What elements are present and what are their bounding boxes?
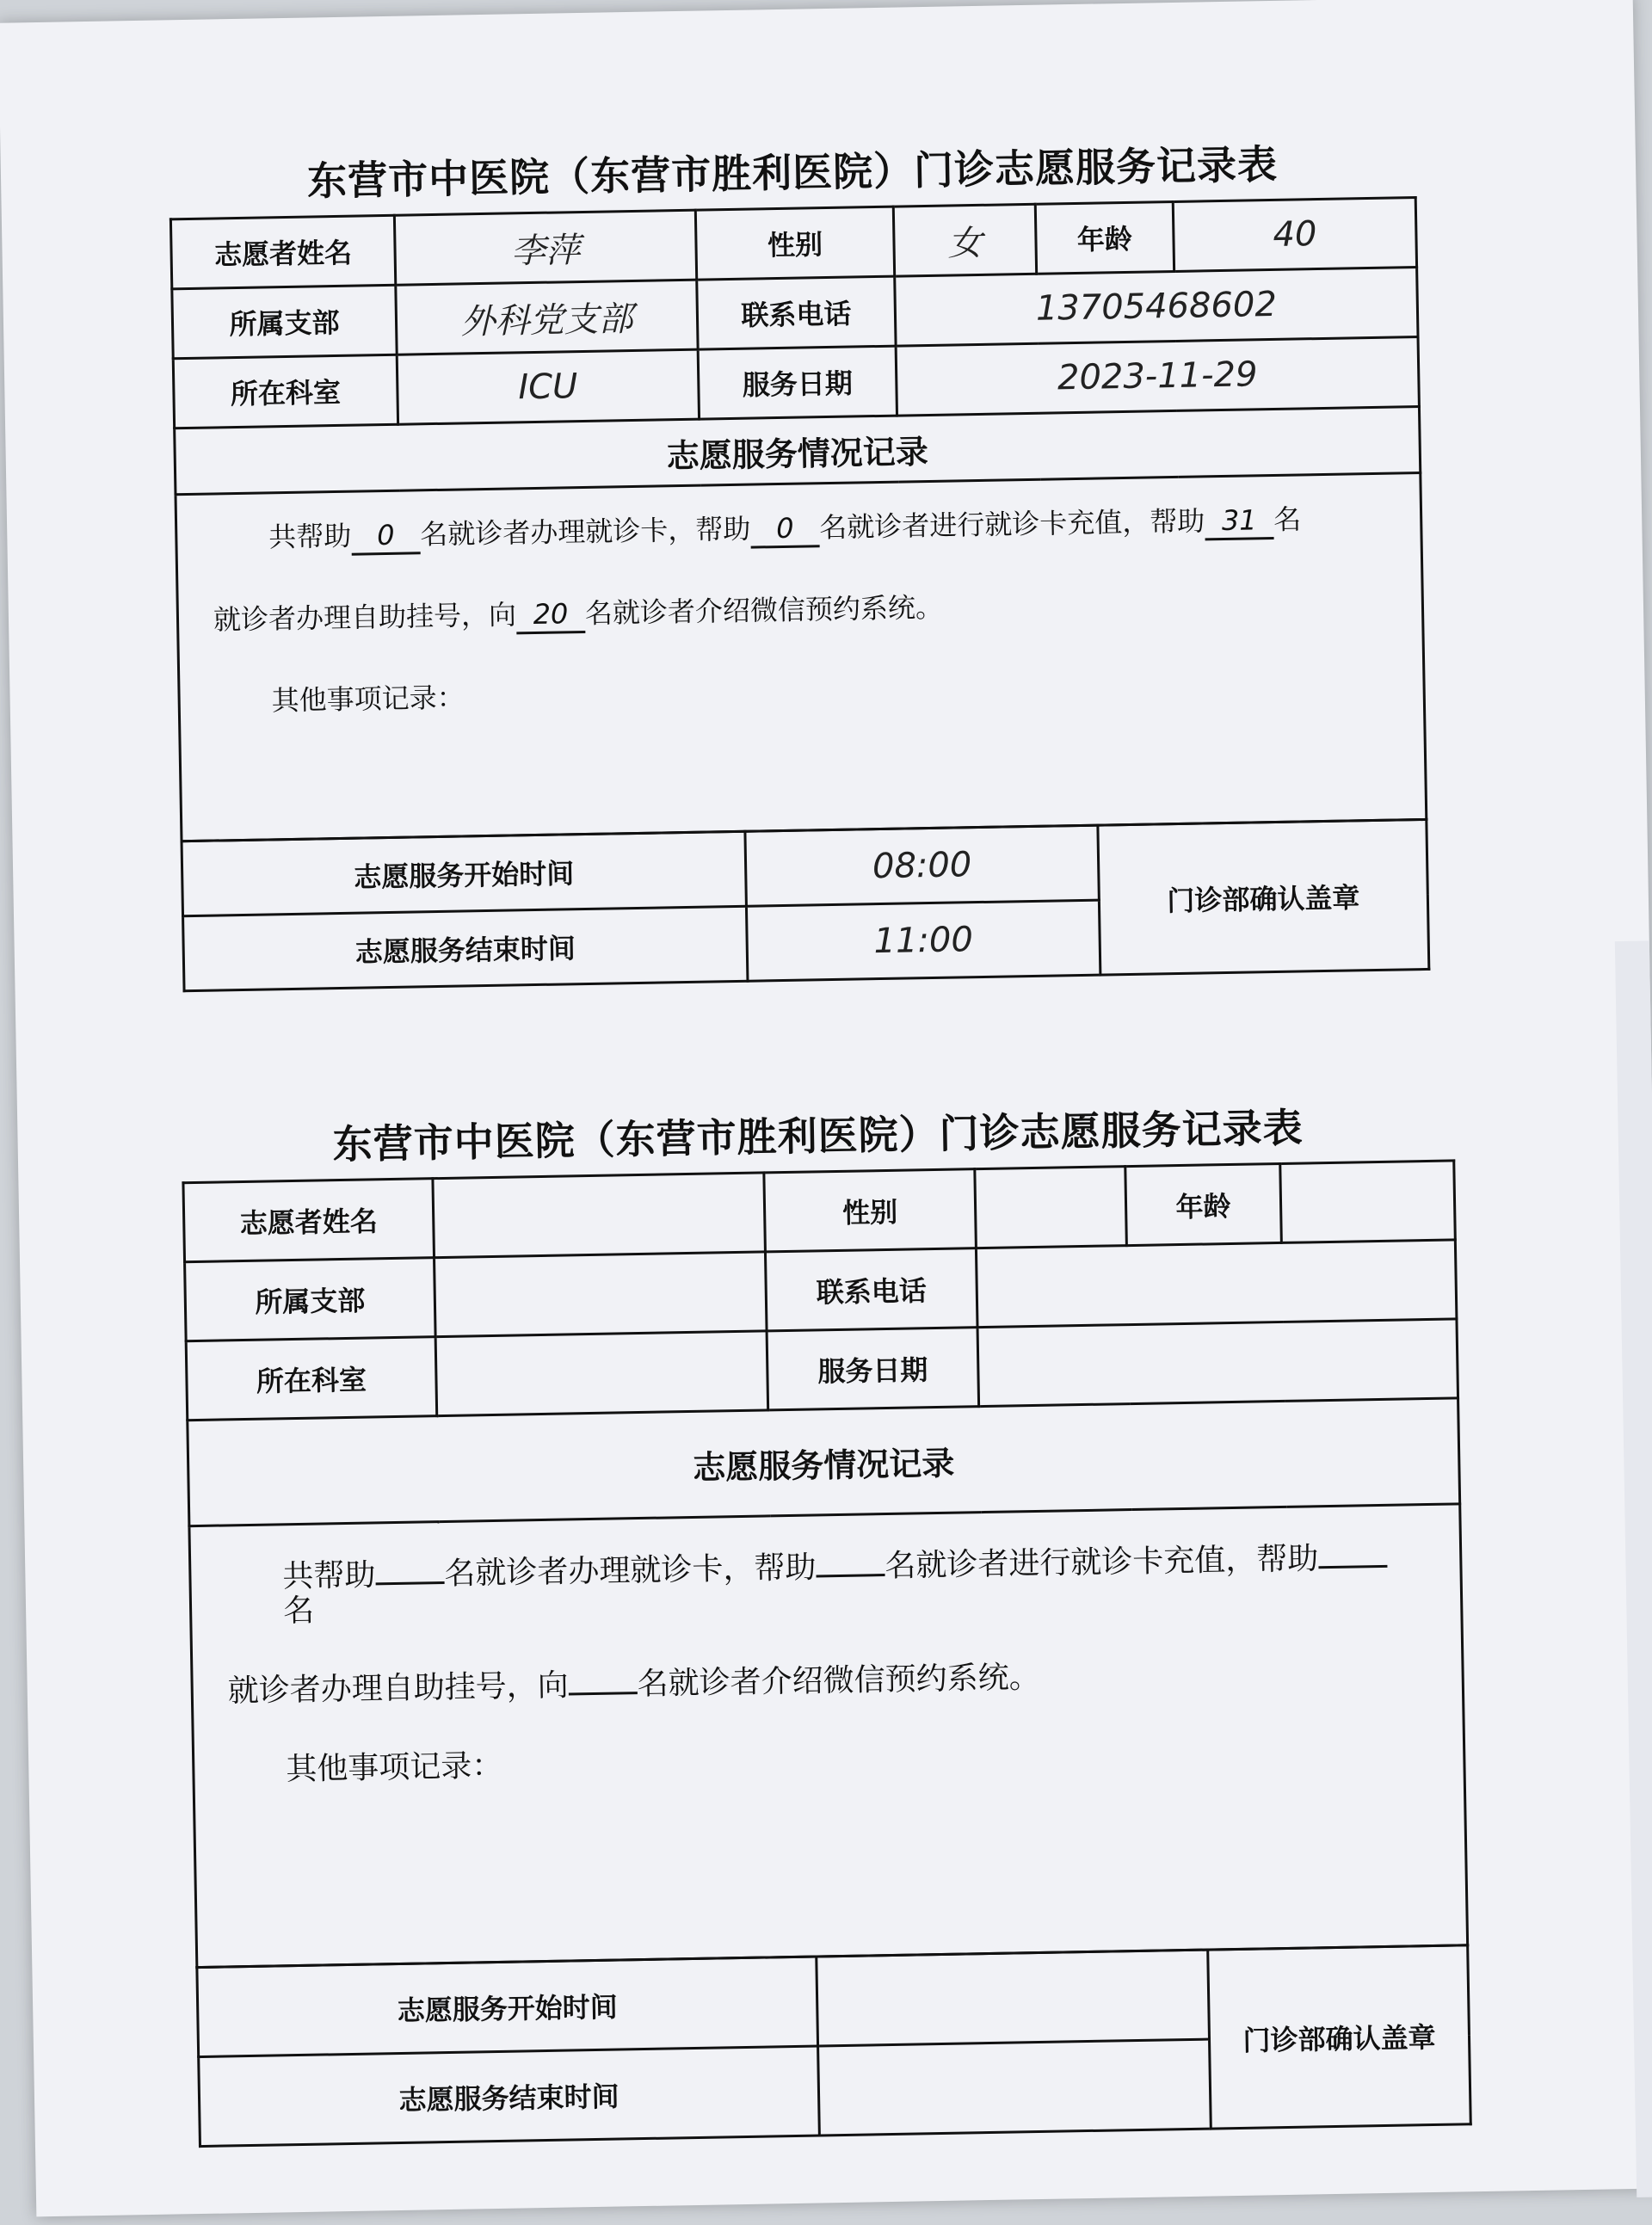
record-text: 名就诊者进行就诊卡充值，帮助 [885,1541,1319,1585]
branch-value: 外科党支部 [396,280,698,354]
age-label: 年龄 [1035,201,1174,274]
info-table [182,1159,1469,1969]
department-label: 所在科室 [186,1337,437,1421]
cards-count [376,1581,445,1585]
record-text: 名就诊者办理就诊卡，帮助 [420,512,751,552]
phone-value: 13705468602 [895,268,1418,347]
wechat-count: 20 [516,596,586,634]
end-time-value [818,2039,1211,2136]
form-title: 东营市中医院（东营市胜利医院）门诊志愿服务记录表 [306,140,1279,205]
record-cell [176,473,1427,841]
age-value [1280,1161,1456,1243]
phone-label: 联系电话 [697,276,896,349]
section-title: 志愿服务情况记录 [175,407,1421,495]
date-value [977,1319,1458,1407]
record-text: 就诊者办理自助挂号，向 [227,1667,570,1710]
gender-label: 性别 [695,206,894,280]
start-time-value [817,1950,1210,2046]
age-label: 年龄 [1125,1163,1282,1245]
paper-edge [1615,940,1652,2197]
department-value: ICU [397,349,699,424]
time-table [195,1944,1471,2148]
registration-count: 31 [1205,502,1274,540]
record-line-2 [213,582,1379,640]
record-cell [189,1504,1468,1968]
section-title: 志愿服务情况记录 [188,1398,1460,1526]
end-time-value: 11:00 [746,900,1100,981]
end-time-label: 志愿服务结束时间 [183,906,748,990]
date-value: 2023-11-29 [896,337,1419,416]
department-label: 所在科室 [173,354,398,428]
record-text: 共帮助 [268,519,352,554]
gender-label: 性别 [764,1169,977,1252]
name-label: 志愿者姓名 [183,1179,435,1262]
phone-label: 联系电话 [765,1248,977,1331]
branch-label: 所属支部 [185,1258,436,1341]
record-text: 名 [282,1593,315,1630]
name-label: 志愿者姓名 [170,215,395,289]
record-text: 名 [1273,502,1302,536]
start-time-value: 08:00 [745,825,1099,906]
record-text: 名就诊者介绍微信预约系统。 [637,1659,1041,1703]
form-2 [181,1090,1472,2148]
gender-value: 女 [893,204,1036,276]
start-time-label: 志愿服务开始时间 [197,1957,818,2057]
cards-count: 0 [351,517,421,555]
gender-value [975,1167,1127,1248]
record-text: 共帮助 [282,1557,376,1595]
record-line-1 [225,1540,1417,1630]
record-line-2 [227,1654,1418,1709]
record-text: 就诊者办理自助挂号，向 [213,598,517,637]
department-value [435,1331,768,1416]
record-line-1 [212,501,1378,558]
name-value [433,1173,766,1258]
wechat-count [569,1692,638,1695]
form-title: 东营市中医院（东营市胜利医院）门诊志愿服务记录表 [332,1104,1304,1168]
other-notes-label: 其他事项记录： [271,681,465,718]
record-text: 名就诊者办理就诊卡，帮助 [444,1550,817,1592]
recharge-count [817,1574,885,1577]
branch-value [435,1252,767,1337]
registration-count [1318,1565,1387,1569]
info-table [170,196,1427,842]
stamp-label: 门诊部确认盖章 [1098,819,1429,975]
record-text: 名就诊者进行就诊卡充值，帮助 [818,504,1205,545]
time-table [180,818,1430,992]
date-label: 服务日期 [767,1328,979,1410]
branch-label: 所属支部 [172,285,397,359]
end-time-label: 志愿服务结束时间 [199,2046,820,2147]
name-value: 李萍 [394,210,696,285]
form-1 [168,127,1430,992]
age-value: 40 [1173,198,1416,272]
phone-value [976,1240,1457,1328]
stamp-label: 门诊部确认盖章 [1208,1945,1471,2129]
record-text: 名就诊者介绍微信预约系统。 [584,590,944,630]
recharge-count: 0 [750,510,820,548]
other-notes-label: 其他事项记录： [286,1747,503,1788]
start-time-label: 志愿服务开始时间 [182,831,746,915]
date-label: 服务日期 [698,346,897,419]
